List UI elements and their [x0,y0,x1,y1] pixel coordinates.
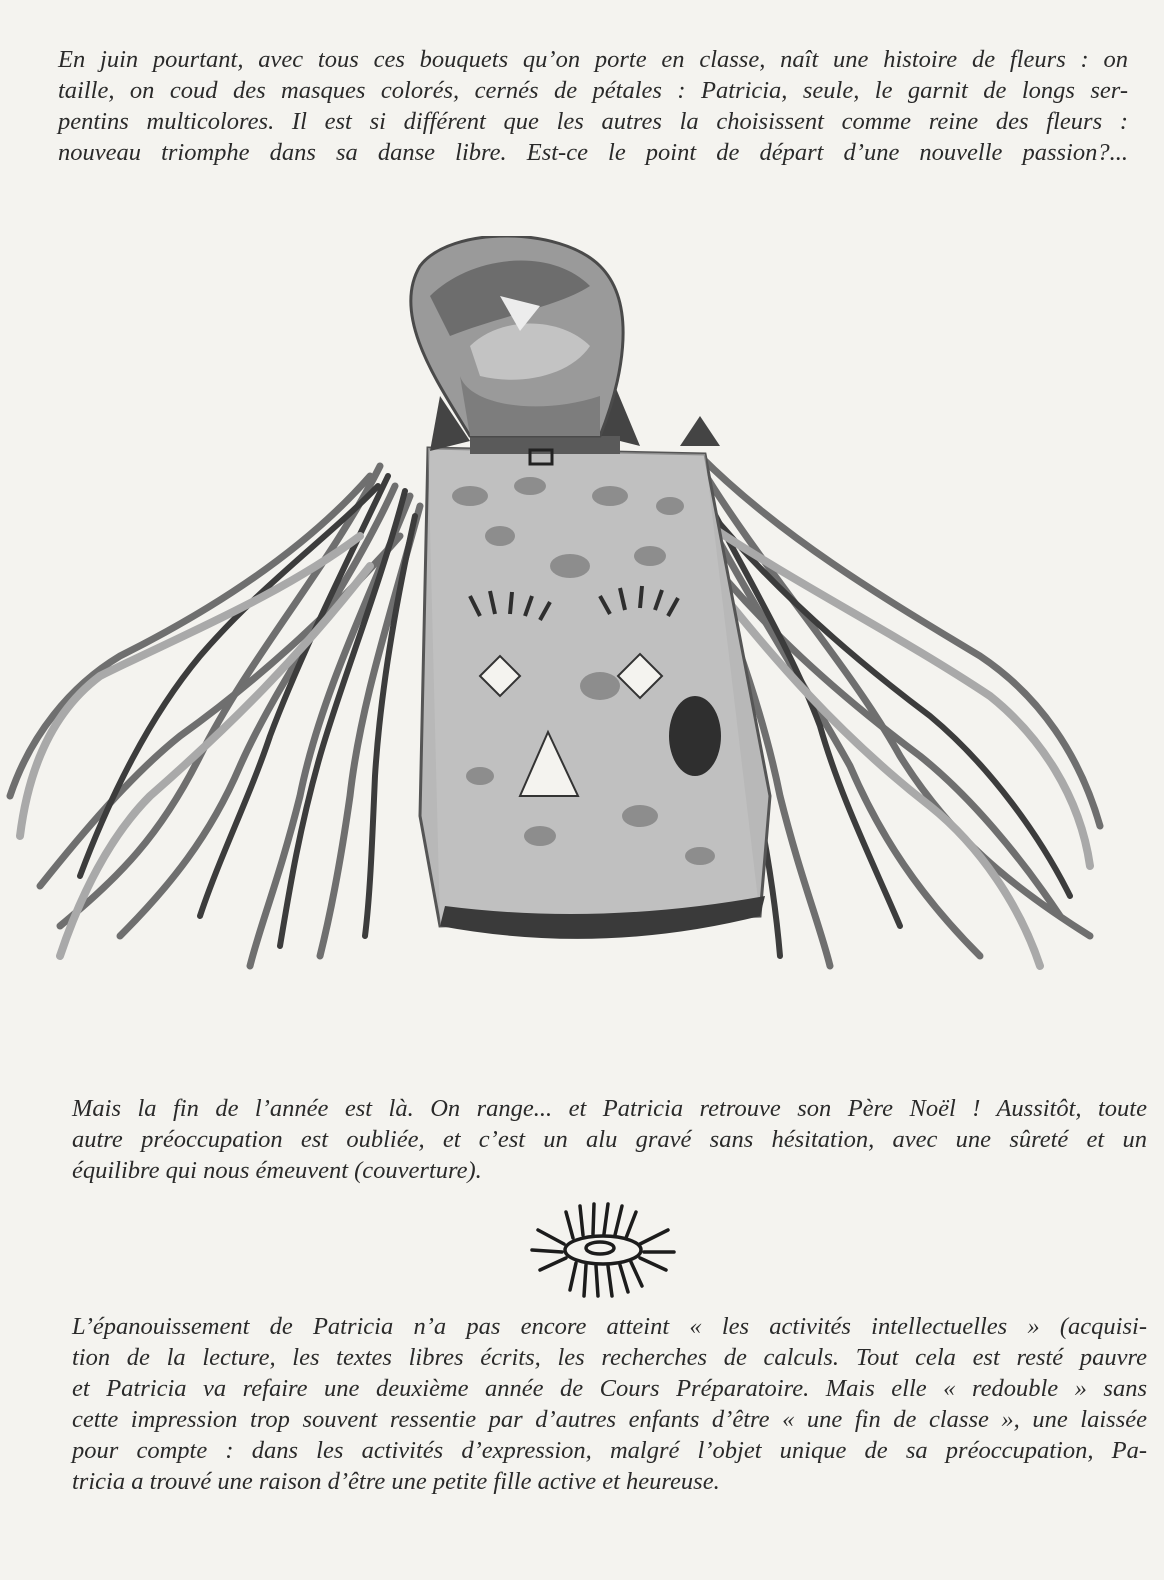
text-line: En juin pourtant, avec tous ces bouquets qu’on porte en classe, naît une histoire de fleurs : on [58,46,1128,73]
text-line: pentins multicolores. Il est si différent que les autres la choisissent comme reine des fleurs : [58,108,1128,135]
text-line: tricia a trouvé une raison d’être une petite fille active et heureuse. [72,1468,720,1495]
text-line: cette impression trop souvent ressentie par d’autres enfants d’être « une fin de classe », une laissée [72,1406,1147,1433]
text-line: équilibre qui nous émeuvent (couverture). [72,1157,482,1184]
text-line: autre préoccupation est oubliée, et c’est un alu gravé sans hésitation, avec une sûreté et un [72,1126,1147,1153]
text-line: taille, on coud des masques colorés, cernés de pétales : Patricia, seule, le garnit de longs ser- [58,77,1128,104]
intro-paragraph [58,44,1128,168]
flower-mask-photo [0,236,1164,1036]
text-line: tion de la lecture, les textes libres écrits, les recherches de calculs. Tout cela est resté pauvre [72,1344,1147,1371]
text-line: nouveau triomphe dans sa danse libre. Est-ce le point de départ d’une nouvelle passion?... [58,139,1128,166]
final-paragraph [72,1311,1147,1497]
text-line: pour compte : dans les activités d’expression, malgré l’objet unique de sa préoccupation, Pa- [72,1437,1147,1464]
text-line: et Patricia va refaire une deuxième année de Cours Préparatoire. Mais elle « redouble » sans [72,1375,1147,1402]
text-line: L’épanouissement de Patricia n’a pas encore atteint « les activités intellectuelles » (acquisi- [72,1313,1147,1340]
text-line: Mais la fin de l’année est là. On range... et Patricia retrouve son Père Noël ! Aussitôt, toute [72,1095,1147,1122]
sun-ornament-icon [528,1200,678,1300]
middle-paragraph [72,1093,1147,1186]
